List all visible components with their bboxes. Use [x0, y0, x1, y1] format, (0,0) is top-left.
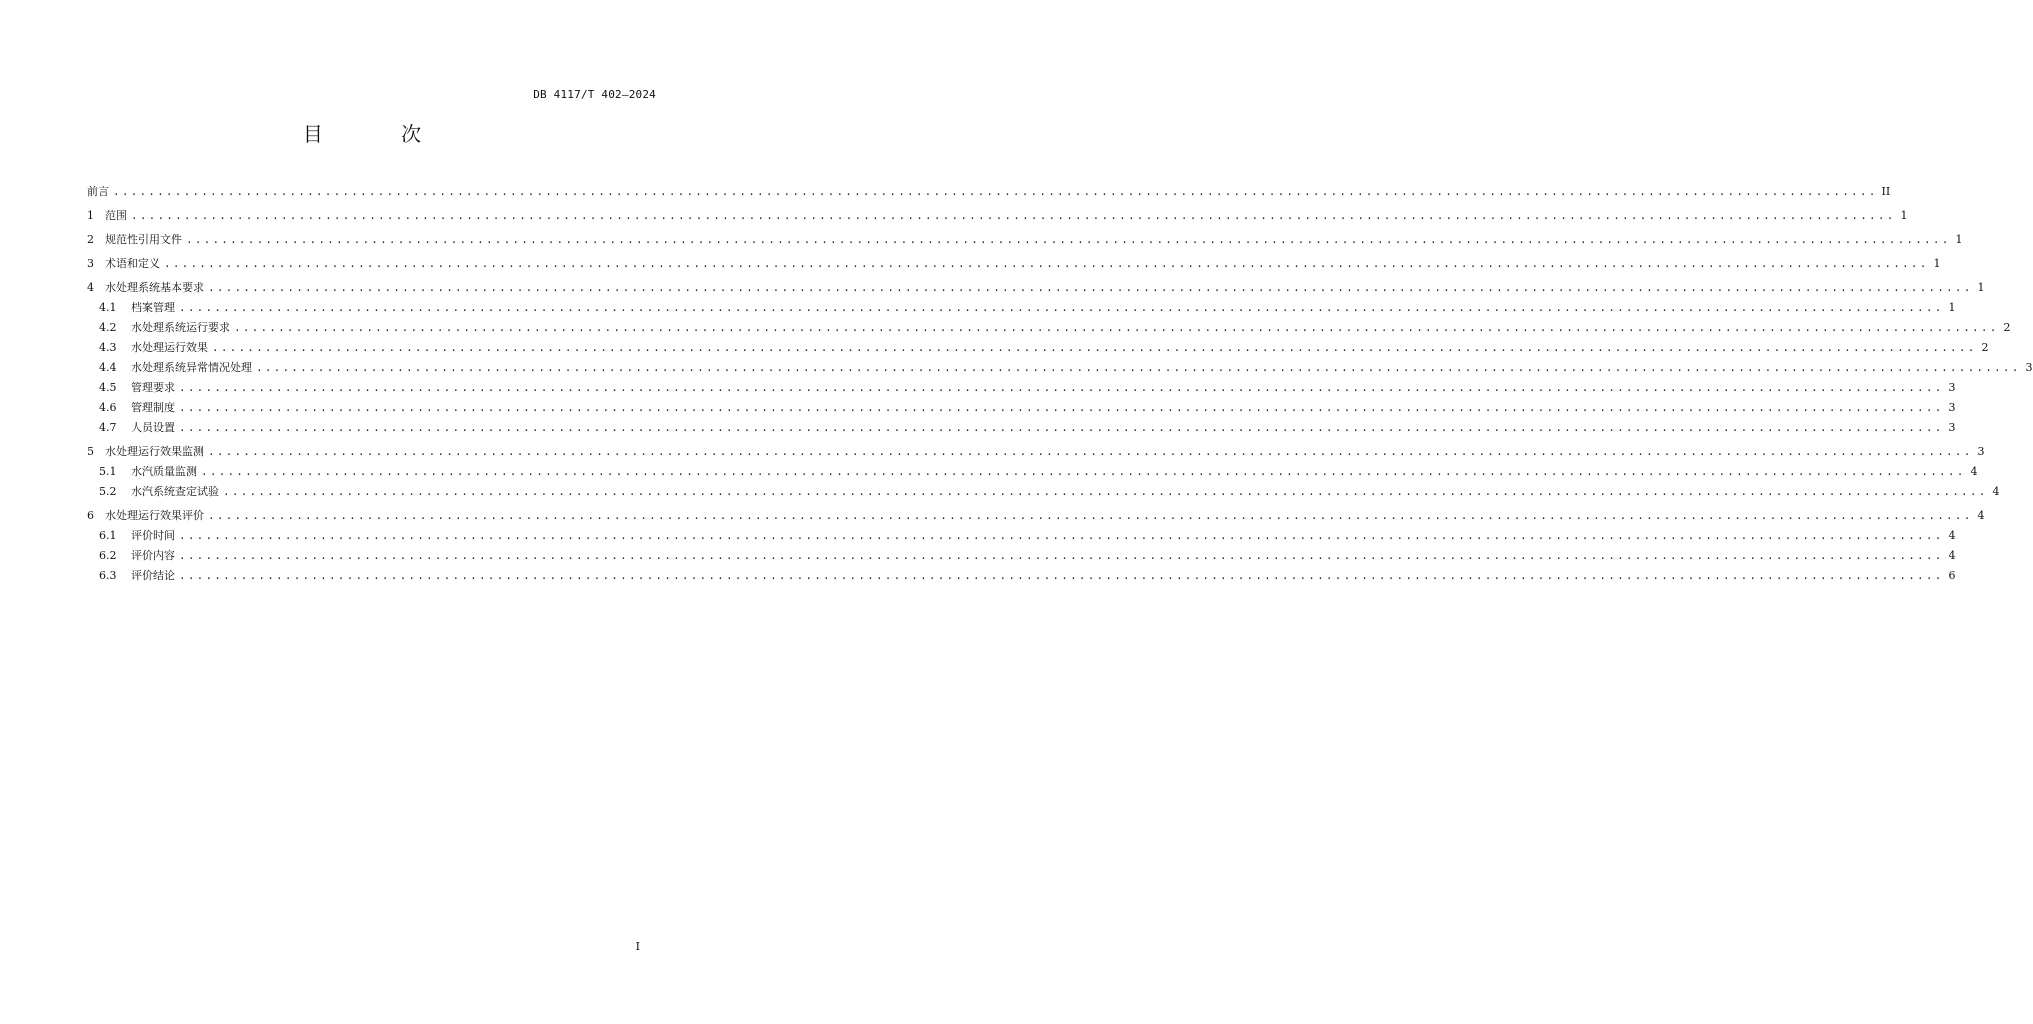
toc-entry-title: 范围 — [105, 209, 127, 222]
toc-entry-page: 3 — [2025, 361, 2033, 374]
toc-entry-4[interactable] — [87, 278, 1985, 298]
toc-dot-leader: ........................................................................................................................................................................................................ — [256, 361, 2021, 374]
toc-entry-number: 5.2 — [99, 485, 117, 498]
toc-entry-4-3[interactable] — [87, 338, 1989, 358]
toc-entry-number: 4.3 — [99, 341, 117, 354]
toc-entry-page: 1 — [1900, 209, 1908, 222]
toc-entry-4-5[interactable] — [87, 378, 1956, 398]
toc-entry-preface[interactable] — [87, 182, 1891, 202]
toc-entry-page: 4 — [1970, 465, 1978, 478]
toc-entry-page: 4 — [1948, 549, 1956, 562]
toc-entry-6-3[interactable] — [87, 566, 1956, 586]
toc-dot-leader: ........................................................................................................................................................................................................ — [208, 509, 1973, 522]
toc-entry-title: 术语和定义 — [105, 257, 160, 270]
toc-entry-number: 2 — [87, 233, 94, 246]
toc-dot-leader: ........................................................................................................................................................................................................ — [179, 421, 1944, 434]
toc-entry-page: 3 — [1948, 421, 1956, 434]
toc-entry-title: 水汽质量监测 — [131, 465, 197, 478]
toc-entry-number: 4.5 — [99, 381, 117, 394]
toc-dot-leader: ........................................................................................................................................................................................................ — [208, 445, 1973, 458]
toc-entry-page: 4 — [1992, 485, 2000, 498]
toc-entry-page: 4 — [1977, 509, 1985, 522]
toc-entry-page: 4 — [1948, 529, 1956, 542]
toc-entry-number: 4.7 — [99, 421, 117, 434]
toc-entry-number: 5.1 — [99, 465, 117, 478]
toc-entry-page: 2 — [2003, 321, 2011, 334]
toc-entry-number: 6.3 — [99, 569, 117, 582]
toc-entry-title: 水处理系统基本要求 — [105, 281, 204, 294]
toc-entry-4-2[interactable] — [87, 318, 2011, 338]
toc-entry-number: 3 — [87, 257, 94, 270]
toc-entry-4-4[interactable] — [87, 358, 2033, 378]
toc-dot-leader: ........................................................................................................................................................................................................ — [212, 341, 1977, 354]
toc-entry-number: 4.6 — [99, 401, 117, 414]
toc-entry-title: 评价结论 — [131, 569, 175, 582]
toc-entry-title: 规范性引用文件 — [105, 233, 182, 246]
toc-entry-4-6[interactable] — [87, 398, 1956, 418]
toc-entry-6-1[interactable] — [87, 526, 1956, 546]
toc-entry-page: II — [1881, 185, 1891, 198]
toc-entry-title: 水处理系统运行要求 — [131, 321, 230, 334]
toc-entry-title: 人员设置 — [131, 421, 175, 434]
toc-entry-page: 1 — [1933, 257, 1941, 270]
toc-entry-4-7[interactable] — [87, 418, 1956, 438]
toc-entry-3[interactable] — [87, 254, 1941, 274]
toc-entry-title: 水处理运行效果评价 — [105, 509, 204, 522]
toc-entry-title: 档案管理 — [131, 301, 175, 314]
toc-entry-title: 水处理运行效果 — [131, 341, 208, 354]
toc-entry-number: 4 — [87, 281, 94, 294]
toc-entry-title: 评价内容 — [131, 549, 175, 562]
toc-entry-page: 6 — [1948, 569, 1956, 582]
toc-dot-leader: ........................................................................................................................................................................................................ — [208, 281, 1973, 294]
toc-entry-number: 6.1 — [99, 529, 117, 542]
toc-entry-4-1[interactable] — [87, 298, 1956, 318]
toc-dot-leader: ........................................................................................................................................................................................................ — [223, 485, 1988, 498]
toc-entry-2[interactable] — [87, 230, 1963, 250]
toc-dot-leader: ........................................................................................................................................................................................................ — [201, 465, 1966, 478]
toc-entry-number: 4.2 — [99, 321, 117, 334]
toc-entry-page: 1 — [1948, 301, 1956, 314]
toc-entry-page: 1 — [1977, 281, 1985, 294]
toc-entry-title: 管理要求 — [131, 381, 175, 394]
toc-entry-number: 6 — [87, 509, 94, 522]
toc-entry-number: 5 — [87, 445, 94, 458]
toc-entry-page: 3 — [1948, 381, 1956, 394]
toc-entry-5-2[interactable] — [87, 482, 2000, 502]
toc-dot-leader: ........................................................................................................................................................................................................ — [131, 209, 1896, 222]
toc-entry-6-2[interactable] — [87, 546, 1956, 566]
toc-entry-number: 1 — [87, 209, 94, 222]
toc-dot-leader: ........................................................................................................................................................................................................ — [179, 381, 1944, 394]
toc-dot-leader: ........................................................................................................................................................................................................ — [164, 257, 1929, 270]
toc-entry-page: 3 — [1948, 401, 1956, 414]
toc-dot-leader: ........................................................................................................................................................................................................ — [179, 401, 1944, 414]
toc-entry-title: 前言 — [87, 185, 109, 198]
toc-entry-title: 水汽系统查定试验 — [131, 485, 219, 498]
page-number: I — [635, 940, 640, 953]
toc-entry-number: 4.1 — [99, 301, 117, 314]
toc-entry-title: 评价时间 — [131, 529, 175, 542]
toc-dot-leader: ........................................................................................................................................................................................................ — [179, 549, 1944, 562]
toc-dot-leader: ........................................................................................................................................................................................................ — [179, 569, 1944, 582]
toc-entry-page: 3 — [1977, 445, 1985, 458]
toc-entry-5-1[interactable] — [87, 462, 1978, 482]
toc-entry-number: 6.2 — [99, 549, 117, 562]
toc-entry-title: 水处理运行效果监测 — [105, 445, 204, 458]
toc-dot-leader: ........................................................................................................................................................................................................ — [179, 301, 1944, 314]
toc-entry-5[interactable] — [87, 442, 1985, 462]
toc-entry-title: 水处理系统异常情况处理 — [131, 361, 252, 374]
toc-dot-leader: ........................................................................................................................................................................................................ — [186, 233, 1951, 246]
table-of-contents — [87, 182, 2033, 586]
toc-entry-1[interactable] — [87, 206, 1908, 226]
toc-dot-leader: ........................................................................................................................................................................................................ — [113, 185, 1878, 198]
toc-dot-leader: ........................................................................................................................................................................................................ — [234, 321, 1999, 334]
page-title: 目 次 — [302, 122, 458, 146]
document-code: DB 4117/T 402—2024 — [533, 88, 656, 101]
toc-entry-title: 管理制度 — [131, 401, 175, 414]
toc-entry-6[interactable] — [87, 506, 1985, 526]
toc-entry-page: 1 — [1955, 233, 1963, 246]
toc-entry-number: 4.4 — [99, 361, 117, 374]
toc-entry-page: 2 — [1981, 341, 1989, 354]
toc-dot-leader: ........................................................................................................................................................................................................ — [179, 529, 1944, 542]
